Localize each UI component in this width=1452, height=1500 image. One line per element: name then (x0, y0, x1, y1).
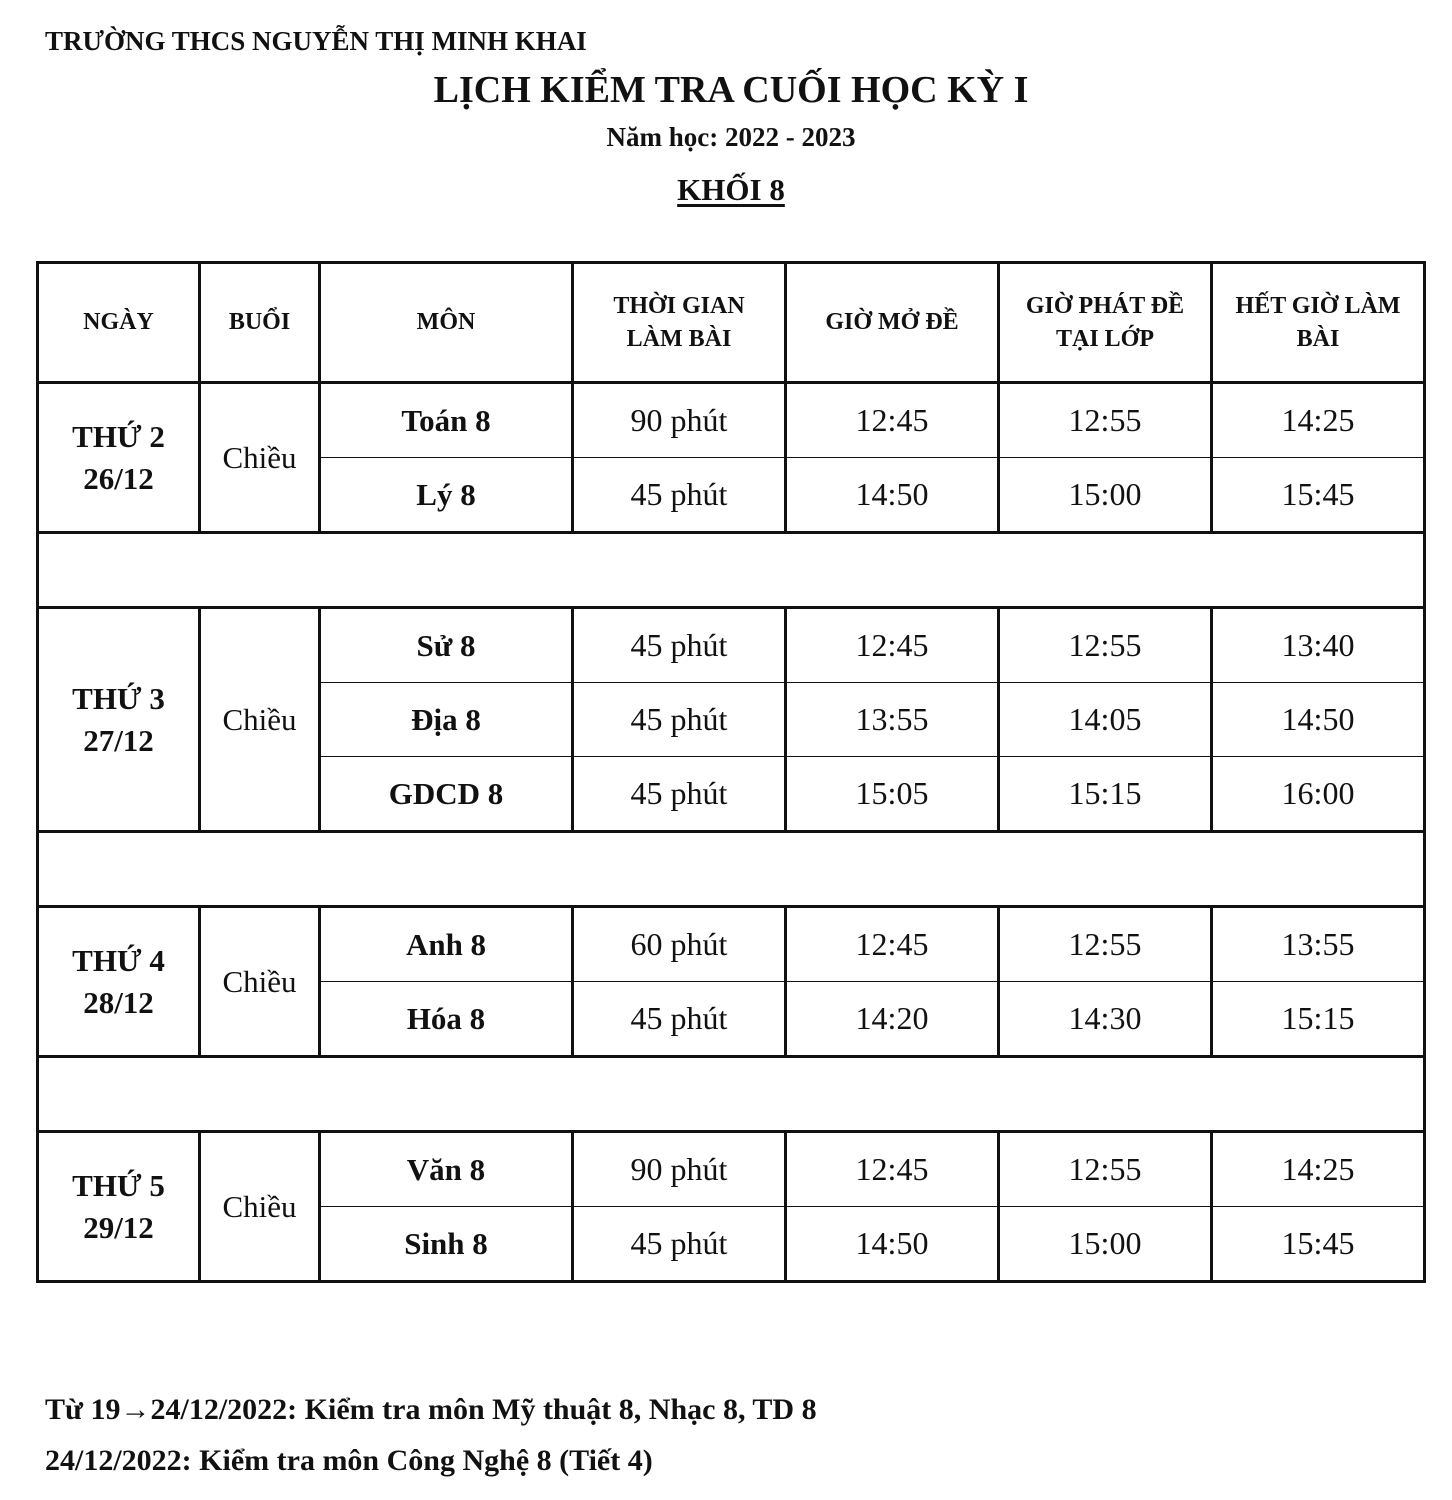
subject-cell: GDCD 8 (320, 757, 573, 832)
table-row (38, 383, 1425, 458)
open-time-cell: 12:45 (786, 608, 999, 683)
distribute-time-cell: 12:55 (999, 1132, 1212, 1207)
subject-cell: Văn 8 (320, 1132, 573, 1207)
duration-cell: 45 phút (573, 458, 786, 533)
day-cell (38, 1132, 200, 1282)
grade-label: KHỐI 8 (677, 172, 785, 207)
end-time-cell: 15:15 (1212, 982, 1425, 1057)
header-duration-line2: LÀM BÀI (626, 325, 732, 352)
header-distribute-time (999, 263, 1212, 383)
end-time-cell: 14:25 (1212, 1132, 1425, 1207)
duration-cell: 45 phút (573, 1207, 786, 1282)
school-year: Năm học: 2022 - 2023 (606, 122, 856, 152)
end-time-cell: 15:45 (1212, 1207, 1425, 1282)
separator-cell (38, 533, 1425, 608)
weekday: THỨ 4 (72, 942, 165, 978)
subject-cell: Anh 8 (320, 907, 573, 982)
weekday: THỨ 2 (72, 418, 165, 454)
header-duration-line1: THỜI GIAN (613, 292, 745, 319)
table-row (38, 608, 1425, 683)
duration-cell: 60 phút (573, 907, 786, 982)
header-open-time: GIỜ MỞ ĐỀ (786, 263, 999, 383)
document-title: LỊCH KIỂM TRA CUỐI HỌC KỲ I (433, 69, 1029, 111)
duration-cell: 90 phút (573, 1132, 786, 1207)
note-line: Từ 19→24/12/2022: Kiểm tra môn Mỹ thuật 8, Nhạc 8, TD 8 (45, 1393, 817, 1426)
header-subject: MÔN (320, 263, 573, 383)
distribute-time-cell: 14:05 (999, 683, 1212, 757)
duration-cell: 45 phút (573, 683, 786, 757)
open-time-cell: 14:50 (786, 1207, 999, 1282)
table-row (38, 907, 1425, 982)
header-session: BUỔI (200, 263, 320, 383)
subject-cell: Lý 8 (320, 458, 573, 533)
distribute-time-cell: 12:55 (999, 907, 1212, 982)
date: 27/12 (83, 722, 154, 758)
subject-cell: Địa 8 (320, 683, 573, 757)
separator-row (38, 533, 1425, 608)
distribute-time-cell: 12:55 (999, 608, 1212, 683)
date: 26/12 (83, 460, 154, 496)
end-time-cell: 14:50 (1212, 683, 1425, 757)
date: 28/12 (83, 984, 154, 1020)
open-time-cell: 14:20 (786, 982, 999, 1057)
session-cell: Chiều (200, 383, 320, 533)
open-time-cell: 14:50 (786, 458, 999, 533)
table-row (38, 1132, 1425, 1207)
date: 29/12 (83, 1209, 154, 1245)
separator-cell (38, 1057, 1425, 1132)
weekday: THỨ 5 (72, 1167, 165, 1203)
open-time-cell: 12:45 (786, 1132, 999, 1207)
school-name: TRƯỜNG THCS NGUYỄN THỊ MINH KHAI (45, 26, 587, 56)
day-cell (38, 383, 200, 533)
header-end-time (1212, 263, 1425, 383)
note-line: 24/12/2022: Kiểm tra môn Công Nghệ 8 (Tiết 4) (45, 1444, 653, 1477)
duration-cell: 90 phút (573, 383, 786, 458)
end-time-cell: 16:00 (1212, 757, 1425, 832)
header-distribute-line1: GIỜ PHÁT ĐỀ (1025, 292, 1185, 319)
subject-cell: Hóa 8 (320, 982, 573, 1057)
end-time-cell: 13:55 (1212, 907, 1425, 982)
subject-cell: Sinh 8 (320, 1207, 573, 1282)
open-time-cell: 12:45 (786, 383, 999, 458)
subject-cell: Toán 8 (320, 383, 573, 458)
distribute-time-cell: 15:00 (999, 458, 1212, 533)
header-end-line2: BÀI (1296, 325, 1340, 352)
end-time-cell: 15:45 (1212, 458, 1425, 533)
notes (45, 1384, 817, 1486)
day-cell (38, 907, 200, 1057)
session-cell: Chiều (200, 1132, 320, 1282)
distribute-time-cell: 15:00 (999, 1207, 1212, 1282)
duration-cell: 45 phút (573, 982, 786, 1057)
distribute-time-cell: 15:15 (999, 757, 1212, 832)
session-cell: Chiều (200, 608, 320, 832)
subject-cell: Sử 8 (320, 608, 573, 683)
session-cell: Chiều (200, 907, 320, 1057)
end-time-cell: 13:40 (1212, 608, 1425, 683)
end-time-cell: 14:25 (1212, 383, 1425, 458)
separator-row (38, 1057, 1425, 1132)
separator-row (38, 832, 1425, 907)
duration-cell: 45 phút (573, 608, 786, 683)
exam-schedule-table (36, 261, 1426, 1283)
header-day: NGÀY (38, 263, 200, 383)
open-time-cell: 13:55 (786, 683, 999, 757)
header-end-line1: HẾT GIỜ LÀM (1235, 292, 1401, 319)
distribute-time-cell: 12:55 (999, 383, 1212, 458)
duration-cell: 45 phút (573, 757, 786, 832)
distribute-time-cell: 14:30 (999, 982, 1212, 1057)
open-time-cell: 12:45 (786, 907, 999, 982)
header-duration (573, 263, 786, 383)
table-header-row (38, 263, 1425, 383)
open-time-cell: 15:05 (786, 757, 999, 832)
header-distribute-line2: TẠI LỚP (1055, 325, 1154, 352)
day-cell (38, 608, 200, 832)
separator-cell (38, 832, 1425, 907)
weekday: THỨ 3 (72, 680, 165, 716)
